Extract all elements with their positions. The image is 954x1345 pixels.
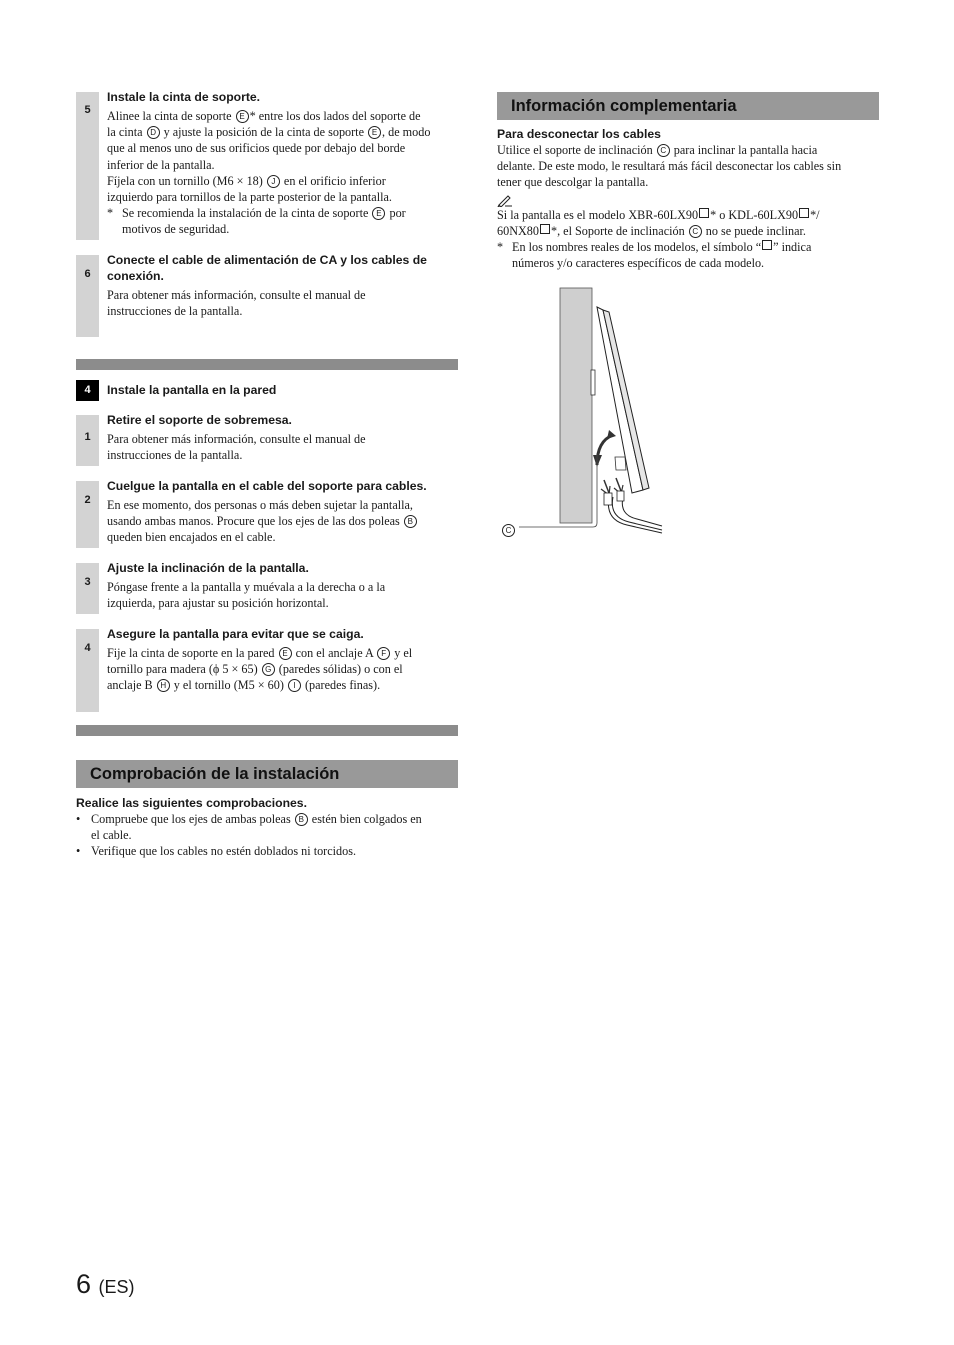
callout-g: G [262, 663, 275, 676]
note-icon [497, 191, 882, 207]
substep-2-bar [76, 481, 99, 548]
section-4-title: Instale la pantalla en la pared [107, 383, 277, 397]
page-number-digit: 6 [76, 1269, 92, 1299]
step-6-block: Conecte el cable de alimentación de CA y los cables de conexión. Para obtener más información, consulte el manual de instrucciones de la pantalla. [107, 252, 462, 319]
check-item: • Verifique que los cables no estén doblados ni torcidos. [76, 844, 357, 859]
substep-3-title: Ajuste la inclinación de la pantalla. [107, 561, 309, 575]
page-language: (ES) [98, 1277, 135, 1297]
substep-1-number: 1 [84, 431, 91, 443]
page-number [76, 1268, 135, 1303]
substep-3-block: Ajuste la inclinación de la pantalla. Póngase frente a la pantalla y muévala a la derecha o a la izquierda, para ajustar su posición horizontal. [107, 560, 462, 611]
callout-i: I [288, 679, 301, 692]
callout-e: E [279, 647, 292, 660]
info-block: Para desconectar los cables Utilice el soporte de inclinación C para inclinar la pantalla hacia delante. De este modo, le resultará más fácil desconectar los cables sin tener que descolgar la pantalla. Si la pantalla es el modelo XBR-60LX90 * o KDL-60LX90 */ 60NX80 *, el Soporte de inclinación C no se puede inclinar. * En los nombres reales de los modelos, el símbolo “ ” indica números y/o caracteres específicos de cada modelo. [497, 126, 882, 271]
callout-b: B [404, 515, 417, 528]
placeholder-box [540, 224, 550, 234]
check-item: • Compruebe que los ejes de ambas poleas B estén bien colgados en el cable. [76, 812, 422, 843]
callout-b: B [295, 813, 308, 826]
callout-e: E [236, 110, 249, 123]
info-section-heading: Información complementaria [497, 92, 879, 120]
substep-4-block: Asegure la pantalla para evitar que se caiga. Fije la cinta de soporte en la pared E con el anclaje A F y el tornillo para madera (ϕ 5 × 65) G (paredes sólidas) o con el anclaje B H y el tornillo (M5 × 60) I (paredes finas). [107, 626, 462, 694]
callout-j: J [267, 175, 280, 188]
substep-3-bar [76, 563, 99, 614]
tilt-figure [497, 285, 672, 545]
check-section-heading: Comprobación de la instalación [76, 760, 458, 788]
check-block [76, 795, 461, 860]
model-note: * En los nombres reales de los modelos, el símbolo “ ” indica números y/o caracteres específicos de cada modelo. [497, 240, 812, 271]
callout-e: E [368, 126, 381, 139]
callout-c: C [657, 144, 670, 157]
placeholder-box [799, 208, 809, 218]
substep-3-number: 3 [84, 576, 91, 588]
substep-4-number: 4 [84, 642, 91, 654]
substep-1-block: Retire el soporte de sobremesa. Para obtener más información, consulte el manual de instrucciones de la pantalla. [107, 412, 462, 463]
callout-h: H [157, 679, 170, 692]
callout-c: C [689, 225, 702, 238]
step-5-block: Instale la cinta de soporte. Alinee la cinta de soporte E * entre los dos lados del soporte de la cinta D y ajuste la posición de la cinta de soporte E , de modo que al menos uno de sus orificios quede por debajo del borde inferior de la pantalla. Fíjela con un tornillo (M6 × 18) J en el orificio inferior izquierdo para tornillos de la parte posterior de la pantalla. * Se recomienda la instalación de la cinta de soporte E por motivos de seguridad. [107, 89, 462, 238]
substep-1-title: Retire el soporte de sobremesa. [107, 413, 292, 427]
section-4-badge-number: 4 [84, 384, 91, 396]
step-5-number: 5 [84, 104, 91, 116]
substep-2-number: 2 [84, 494, 91, 506]
substep-2-title: Cuelgue la pantalla en el cable del soporte para cables. [107, 479, 427, 493]
info-subheading: Para desconectar los cables [497, 127, 661, 141]
callout-e: E [372, 207, 385, 220]
step-5-title: Instale la cinta de soporte. [107, 90, 261, 104]
substep-4-title: Asegure la pantalla para evitar que se caiga. [107, 627, 364, 641]
substep-2-block: Cuelgue la pantalla en el cable del soporte para cables. En ese momento, dos personas o más deben sujetar la pantalla, usando ambas manos. Procure que los ejes de las dos poleas B queden bien encajados en el cable. [107, 478, 467, 546]
section-divider [76, 359, 458, 370]
placeholder-box [699, 208, 709, 218]
step-6-number: 6 [84, 268, 91, 280]
placeholder-box [762, 240, 772, 250]
check-lead: Realice las siguientes comprobaciones. [76, 796, 307, 810]
step-5-note: * Se recomienda la instalación de la cinta de soporte E por motivos de seguridad. [107, 206, 406, 237]
figure-callout-c: C [501, 521, 516, 539]
section-divider [76, 725, 458, 736]
callout-f: F [377, 647, 390, 660]
step-6-title: Conecte el cable de alimentación de CA y los cables de conexión. [107, 253, 427, 283]
callout-d: D [147, 126, 160, 139]
